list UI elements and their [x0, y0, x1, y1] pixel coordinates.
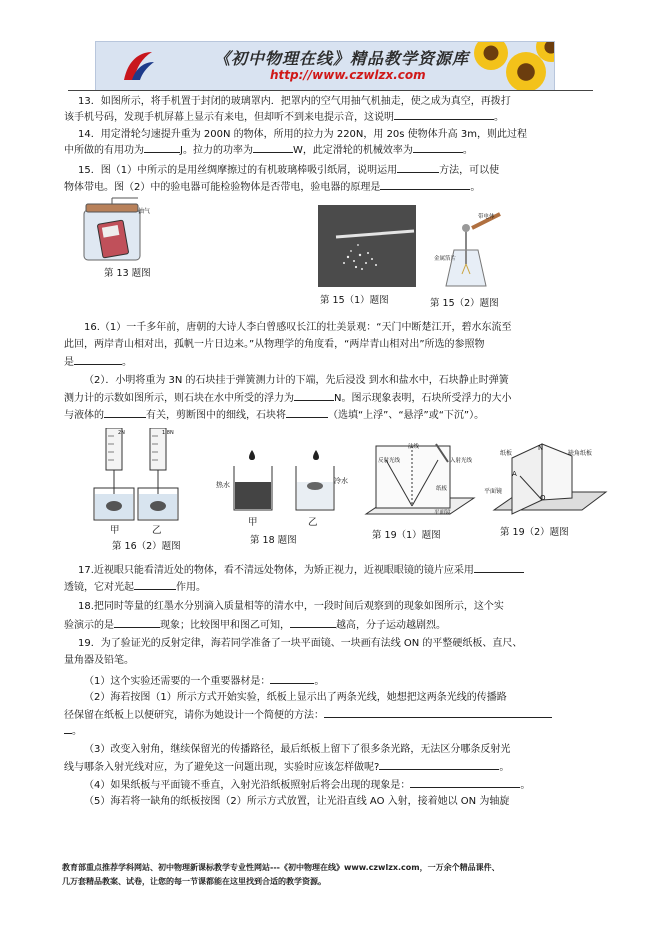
q19-line3: （1）这个实验还需要的一个重要器材是： 。	[84, 676, 325, 687]
answer-blank[interactable]	[253, 143, 293, 153]
q19-text-i: （4）如果纸板与平面镜不垂直，入射光沿纸板照射后将会出现的现象是：	[84, 780, 411, 791]
fig18-caption: 第 18 题图	[250, 535, 297, 546]
footer-line-2: 几万套精品教案、试卷，让您的每一节课都能在这里找到合适的教学资源。	[62, 877, 326, 886]
figure-16-2-spring-scales	[92, 428, 184, 538]
q14-text-1: 中所做的有用功为	[64, 145, 144, 156]
answer-blank[interactable]	[144, 143, 180, 153]
q19-line9: （4）如果纸板与平面镜不垂直，入射光沿纸板照射后将会出现的现象是： 。	[84, 780, 531, 791]
q15-line1	[78, 163, 499, 178]
q13-line1: 13．如图所示，将手机置于封闭的玻璃罩内．把罩内的空气用抽气机抽走，使之成为真空，再拨打	[78, 96, 511, 107]
answer-blank[interactable]	[114, 618, 160, 628]
answer-blank[interactable]	[474, 563, 524, 573]
q14-line1: 14．用定滑轮匀速提升重为 200N 的物体，所用的拉力为 220N，用 20s 使物体升高 3m，则此过程	[78, 129, 527, 140]
fig19-1-label-incident: 入射光线	[450, 458, 473, 464]
q14-text-3: W，此定滑轮的机械效率为	[292, 145, 413, 156]
q16-line4: （2）．小明将重为 3N 的石块挂于弹簧测力计的下端，先后浸没 到水和盐水中，石块静止时弹簧	[84, 375, 509, 386]
q19-text-e: 径保留在纸板上以便研究，请你为她设计一个简便的方法：	[64, 710, 324, 721]
fig19-2-label-N: N	[538, 444, 544, 452]
fig16-label-jia: 甲	[110, 525, 120, 536]
q13-line2: 该手机号码，发现手机屏幕上显示有来电，但却听不到来电提示音，这说明 。	[64, 112, 504, 123]
q19-line10: （5）海若将一缺角的纸板按图（2）所示方式放置，让光沿直线 AO 入射，接着她以 ON 为轴旋	[84, 796, 510, 807]
footer-line-1: 教育部重点推荐学科网站、初中物理新课标教学专业性网站---《初中物理在线》www.czwlzx.com，一万余个精品课件、	[62, 863, 500, 872]
q19-line2: 量角器及铅笔。	[64, 655, 134, 666]
fig18-label-hot: 热水	[216, 481, 230, 489]
answer-blank[interactable]	[394, 110, 494, 120]
fig19-2-caption: 第 19（2）题图	[500, 527, 569, 538]
answer-blank[interactable]	[380, 180, 470, 190]
q17-line1	[78, 563, 524, 578]
q19-text-c: （1）这个实验还需要的一个重要器材是：	[84, 676, 271, 687]
q19-line5	[64, 708, 552, 723]
q19-line8: 线与哪条入射光线对应，为了避免这一问题出现，实验时应该怎样做呢? 。	[64, 762, 510, 773]
fig19-1-label-reflected: 反射光线	[378, 458, 401, 464]
q18-line1: 18.把同时等量的红墨水分别滴入质量相等的清水中，一段时间后观察到的现象如图所示，这个实	[78, 601, 504, 612]
q17-text-b1: 透镜，它对光起	[64, 582, 134, 593]
answer-blank[interactable]	[379, 760, 499, 770]
answer-blank[interactable]	[397, 163, 439, 173]
answer-blank[interactable]	[294, 391, 334, 401]
answer-blank[interactable]	[413, 143, 463, 153]
fig18-label-jia: 甲	[248, 517, 258, 528]
banner-url: http://www.czwlzx.com	[270, 68, 426, 82]
figure-15-2-electroscope	[426, 208, 506, 290]
q19-text-h: 线与哪条入射光线对应，为了避免这一问题出现，实验时应该怎样做呢?	[64, 762, 380, 773]
answer-blank[interactable]	[286, 408, 328, 418]
q16-line3: 是 。	[64, 357, 132, 368]
fig13-label: 抽气	[138, 208, 151, 215]
fig16-2-caption: 第 16（2）题图	[112, 541, 181, 552]
answer-blank[interactable]	[134, 580, 176, 590]
fig15-1-caption: 第 15（1）题图	[320, 295, 389, 306]
fig18-label-cold: 冷水	[334, 477, 348, 485]
q16-line2: 此回，两岸青山相对出，孤帆一片日边来。”从物理学的角度看，“两岸青山相对出”所选的参照物	[64, 339, 485, 350]
q15-text-1: 15．图（1）中所示的是用丝绸摩擦过的有机玻璃棒吸引纸屑，说明运用	[78, 165, 398, 176]
answer-blank[interactable]	[270, 674, 314, 684]
q15-text-2: 方法，可以使	[439, 165, 500, 176]
q16-text-e: 测力计的示数如图所示，则石块在水中所受的浮力为	[64, 393, 294, 404]
q17-text-b2: 作用。	[176, 582, 206, 593]
q17-line2	[64, 580, 206, 595]
fig13-caption: 第 13 题图	[104, 268, 151, 279]
figure-19-1-reflection	[364, 440, 476, 518]
answer-blank[interactable]	[104, 408, 146, 418]
q18-text-b2: 现象；比较图甲和图乙可知，	[160, 620, 290, 631]
q15-line2: 物体带电。图（2）中的验电器可能检验物体是否带电，验电器的原理是 。	[64, 182, 481, 193]
q14-line2: 中所做的有用功为 J。拉力的功率为 W，此定滑轮的机械效率为 。	[64, 145, 473, 156]
q18-line2	[64, 618, 446, 633]
q17-text-a: 17.近视眼只能看清近处的物体，看不清远处物体，为矫正视力，近视眼眼镜的镜片应采用	[78, 565, 474, 576]
q16-text-c: 是	[64, 357, 74, 368]
figure-18-beakers	[230, 446, 350, 514]
fig19-2-label-mirror: 平面镜	[484, 488, 503, 495]
q18-text-b1: 验演示的是	[64, 620, 114, 631]
fig19-1-label-board: 纸板	[436, 486, 448, 492]
fig19-2-label-O: O	[540, 494, 546, 502]
q16-text-f3: （选填“上浮”、“悬浮”或“下沉”）。	[328, 410, 485, 421]
q14-text-2: J。拉力的功率为	[180, 145, 253, 156]
answer-blank[interactable]	[290, 618, 336, 628]
q16-text-f2: 有关，剪断图中的细线，石块将	[146, 410, 286, 421]
fig15-2-label-2: 金属箔片	[434, 256, 457, 262]
fig15-2-label-1: 带电体	[478, 214, 495, 220]
q16-text-e2: N。图示现象表明，石块所受浮力的大小	[334, 393, 512, 404]
fig16-label-yi: 乙	[152, 525, 162, 536]
q19-line6	[64, 724, 82, 739]
fig16-top-label-2: 1.8N	[162, 430, 174, 436]
banner-title: 《初中物理在线》精品教学资源库	[214, 49, 470, 68]
q19-line7: （3）改变入射角，继续保留光的传播路径，最后纸板上留下了很多条光路，无法区分哪条反射光	[84, 744, 511, 755]
answer-blank[interactable]	[74, 355, 122, 365]
fig19-2-label-notched: 缺角纸板	[568, 450, 593, 457]
q16-line5	[64, 391, 511, 406]
q15-text-3: 物体带电。图（2）中的验电器可能检验物体是否带电，验电器的原理是	[64, 182, 381, 193]
sunflower-icon	[474, 41, 508, 70]
q16-line6	[64, 408, 484, 423]
q18-text-b3: 越高，分子运动越剧烈。	[336, 620, 446, 631]
answer-blank[interactable]	[64, 724, 72, 734]
q13-text: 该手机号码，发现手机屏幕上显示有来电，但却听不到来电提示音，这说明	[64, 112, 394, 123]
figure-15-1-photo	[318, 205, 416, 287]
fig19-2-label-A: A	[512, 470, 517, 478]
fig19-1-caption: 第 19（1）题图	[372, 530, 441, 541]
header-banner	[95, 41, 555, 91]
q16-text-f1: 与液体的	[64, 410, 104, 421]
fig16-top-label-1: 2N	[118, 430, 125, 436]
answer-blank[interactable]	[410, 778, 520, 788]
q16-line1: 16.（1）一千多年前，唐朝的大诗人李白曾感叹长江的壮美景观：“天门中断楚江开，碧水东流至	[84, 322, 512, 333]
answer-blank[interactable]	[324, 708, 552, 718]
site-logo-icon	[118, 46, 158, 86]
header-rule	[68, 90, 593, 91]
fig18-label-yi: 乙	[308, 517, 318, 528]
fig19-2-label-board: 纸板	[500, 450, 513, 457]
q19-line4: （2）海若按图（1）所示方式开始实验，纸板上显示出了两条光线，她想把这两条光线的传播路	[84, 692, 507, 703]
q19-text-f: 。	[72, 726, 82, 737]
q19-line1: 19．为了验证光的反射定律，海若同学准备了一块平面镜、一块画有法线 ON 的平整硬纸板、直尺、	[78, 638, 523, 649]
fig15-2-caption: 第 15（2）题图	[430, 298, 499, 309]
fig19-1-label-mirror: 平面镜	[434, 510, 451, 516]
fig19-1-label-normal: 法线	[408, 444, 420, 450]
